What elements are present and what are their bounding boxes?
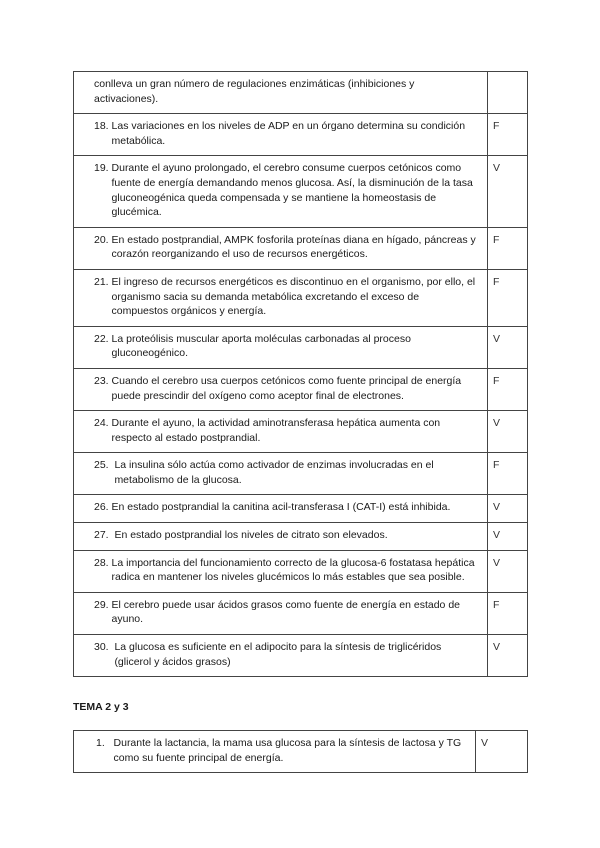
question-cell xyxy=(74,227,488,269)
answer-cell: V xyxy=(488,326,528,368)
question-text: La glucosa es suficiente en el adipocito para la síntesis de triglicéridos (glicerol y ácidos grasos) xyxy=(114,641,442,668)
table-row xyxy=(74,453,528,495)
question-table-tema-2-3 xyxy=(73,730,528,773)
table-row xyxy=(74,592,528,634)
question-text: El cerebro puede usar ácidos grasos como fuente de energía en estado de ayuno. xyxy=(111,598,460,626)
question-text: El ingreso de recursos energéticos es discontinuo en el organismo, por ello, el organismo sacia su demanda metabólica excretando el exceso de compuestos orgánicos y energía. xyxy=(111,275,476,318)
question-cell xyxy=(74,368,488,410)
question-number: 18. xyxy=(94,120,112,133)
section-title: TEMA 2 y 3 xyxy=(73,701,129,713)
table-row xyxy=(74,523,528,551)
table-row xyxy=(74,269,528,326)
question-text: Durante el ayuno, la actividad aminotransferasa hepática aumenta con respecto al estado postprandial. xyxy=(111,417,441,444)
question-number: 24. xyxy=(94,417,112,430)
question-number: 27. xyxy=(94,529,115,542)
question-cell xyxy=(74,550,488,592)
question-cell xyxy=(74,731,476,773)
question-text: Durante el ayuno prolongado, el cerebro consume cuerpos cetónicos como fuente de energía demandando menos glucosa. Así, la disminución de la tasa gluconeogénica queda compensada y se mantiene la homeostasis de glucémica. xyxy=(111,162,473,219)
question-number: 1. xyxy=(96,737,114,749)
answer-cell: V xyxy=(476,731,528,773)
answer-cell: F xyxy=(488,592,528,634)
answer-cell: F xyxy=(488,368,528,410)
table-row xyxy=(74,326,528,368)
question-text: En estado postprandial los niveles de citrato son elevados. xyxy=(114,529,388,542)
question-text: La importancia del funcionamiento correcto de la glucosa-6 fostatasa hepática radica en mantener los niveles glucémicos lo más estables que sea posible. xyxy=(111,556,475,584)
answer-cell: F xyxy=(488,269,528,326)
question-number: 28. xyxy=(94,556,112,569)
answer-cell xyxy=(488,72,528,114)
question-text: Durante la lactancia, la mama usa glucosa para la síntesis de lactosa y TG como su fuente principal de energía. xyxy=(113,737,462,764)
answer-cell: V xyxy=(488,495,528,523)
question-number: 26. xyxy=(94,501,112,514)
answer-cell: V xyxy=(488,523,528,551)
question-cell xyxy=(74,453,488,495)
question-cell xyxy=(74,592,488,634)
answer-cell: V xyxy=(488,156,528,227)
table-row xyxy=(74,495,528,523)
question-text: La insulina sólo actúa como activador de enzimas involucradas en el metabolismo de la glucosa. xyxy=(114,459,434,486)
question-text: conlleva un gran número de regulaciones enzimáticas (inhibiciones y activaciones). xyxy=(94,78,415,105)
table-row xyxy=(74,411,528,453)
table-row xyxy=(74,72,528,114)
table-row xyxy=(74,156,528,227)
question-cell xyxy=(74,72,488,114)
answer-cell: V xyxy=(488,550,528,592)
question-number: 29. xyxy=(94,598,112,611)
question-number: 19. xyxy=(94,162,112,175)
question-number: 21. xyxy=(94,275,112,288)
table-row xyxy=(74,227,528,269)
question-text: En estado postprandial la canitina acil-transferasa I (CAT-I) está inhibida. xyxy=(111,501,451,514)
answer-cell: F xyxy=(488,453,528,495)
table-row xyxy=(74,731,528,773)
table-row xyxy=(74,114,528,156)
question-cell xyxy=(74,523,488,551)
question-cell xyxy=(74,156,488,227)
answer-cell: F xyxy=(488,114,528,156)
question-table xyxy=(73,71,528,677)
question-text: La proteólisis muscular aporta moléculas carbonadas al proceso gluconeogénico. xyxy=(111,332,411,360)
question-text: Las variaciones en los niveles de ADP en un órgano determina su condición metabólica. xyxy=(111,120,466,147)
question-text: Cuando el cerebro usa cuerpos cetónicos como fuente principal de energía puede prescindir del oxígeno como aceptor final de electrones. xyxy=(111,374,462,402)
question-number: 20. xyxy=(94,233,112,246)
question-cell xyxy=(74,411,488,453)
question-cell xyxy=(74,495,488,523)
question-number: 23. xyxy=(94,374,112,387)
table-row xyxy=(74,368,528,410)
question-number: 30. xyxy=(94,641,115,654)
question-text: En estado postprandial, AMPK fosforila proteínas diana en hígado, páncreas y corazón reorganizando el uso de recursos energéticos. xyxy=(111,233,476,261)
table-row xyxy=(74,635,528,677)
answer-cell: V xyxy=(488,411,528,453)
answer-cell: V xyxy=(488,635,528,677)
question-cell xyxy=(74,114,488,156)
question-cell xyxy=(74,635,488,677)
question-number: 22. xyxy=(94,332,112,345)
answer-cell: F xyxy=(488,227,528,269)
question-number: 25. xyxy=(94,459,115,472)
question-cell xyxy=(74,326,488,368)
table-row xyxy=(74,550,528,592)
question-cell xyxy=(74,269,488,326)
